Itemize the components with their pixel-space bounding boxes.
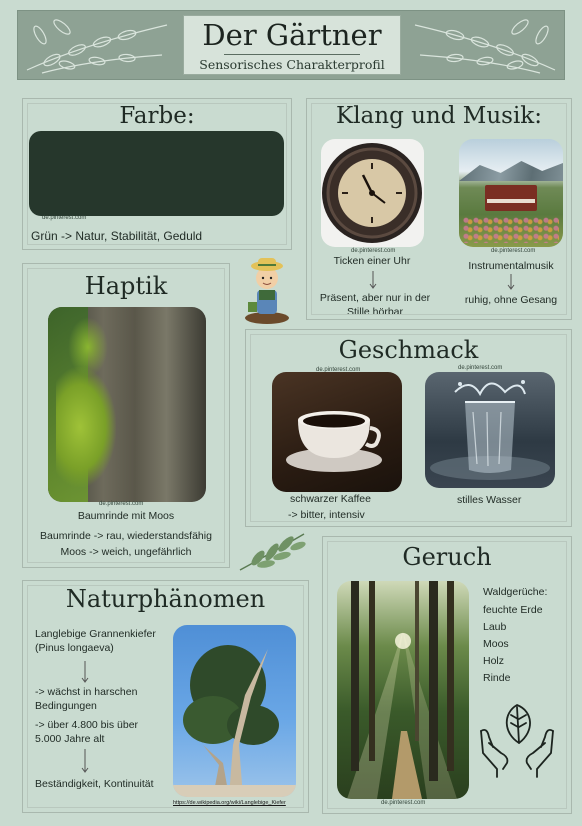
natur-summary: Beständigkeit, Kontinuität — [35, 778, 154, 790]
natur-title: Naturphänomen — [65, 585, 266, 613]
geschmack-title: Geschmack — [338, 336, 479, 364]
clock-image — [321, 139, 424, 247]
farbe-text: Grün -> Natur, Stabilität, Geduld — [31, 229, 203, 243]
haptik-panel — [22, 263, 230, 568]
hands-leaf-icon — [475, 697, 559, 779]
wiki-source-link[interactable]: https://de.wikipedia.org/wiki/Langlebige_Kiefer — [173, 800, 286, 806]
arrow-down-icon — [369, 271, 377, 289]
geschmack-panel — [245, 329, 572, 527]
farbe-panel — [22, 98, 292, 250]
smell-item: Holz — [483, 655, 505, 667]
coffee-image — [272, 372, 402, 492]
image-source: de.pinterest.com — [491, 248, 536, 254]
title-divider — [224, 54, 360, 55]
water-image — [425, 372, 555, 488]
music-note: ruhig, ohne Gesang — [464, 294, 558, 306]
header-band — [17, 10, 565, 80]
klang-panel — [306, 98, 572, 320]
coffee-caption: schwarzer Kaffee — [290, 493, 371, 505]
leaf-branch-icon — [410, 15, 560, 77]
fact-age: -> über 4.800 bis über 5.000 Jahre alt — [35, 719, 139, 745]
leaf-branch-icon — [236, 528, 308, 574]
haptik-line2: Moos -> weich, ungefährlich — [60, 546, 192, 558]
image-source: de.pinterest.com — [351, 248, 396, 254]
coffee-note: -> bitter, intensiv — [288, 509, 365, 521]
clock-note: Präsent, aber nur in der Stille hörbar — [319, 292, 431, 318]
farbe-title: Farbe: — [119, 103, 195, 129]
tree-name: Langlebige Grannenkiefer (Pinus longaeva) — [35, 628, 156, 654]
gardener-icon — [242, 250, 292, 326]
klang-title: Klang und Musik: — [336, 103, 542, 129]
smell-item: Rinde — [483, 672, 511, 684]
clock-caption: Ticken einer Uhr — [333, 255, 411, 267]
arrow-down-icon — [81, 749, 89, 773]
fact-conditions: -> wächst in harschen Bedingungen — [35, 686, 138, 712]
image-source: de.pinterest.com — [42, 215, 87, 221]
natur-panel — [22, 580, 309, 813]
forest-image — [337, 581, 469, 799]
image-source: de.pinterest.com — [99, 501, 144, 507]
title-box — [183, 15, 401, 75]
smell-heading: Waldgerüche: — [483, 586, 548, 598]
image-source: de.pinterest.com — [381, 800, 426, 806]
image-source: de.pinterest.com — [458, 365, 503, 371]
bark-image — [48, 307, 206, 502]
smell-item: feuchte Erde — [483, 604, 543, 616]
page-title: Der Gärtner — [202, 18, 382, 52]
image-source: de.pinterest.com — [316, 367, 361, 373]
music-caption: Instrumentalmusik — [468, 260, 554, 272]
music-image — [459, 139, 563, 247]
geruch-title: Geruch — [402, 543, 492, 571]
water-caption: stilles Wasser — [457, 494, 522, 506]
smell-item: Laub — [483, 621, 507, 633]
arrow-down-icon — [81, 661, 89, 683]
page-subtitle: Sensorisches Charakterprofil — [199, 57, 385, 72]
haptik-title: Haptik — [84, 272, 168, 300]
haptik-line1: Baumrinde -> rau, wiederstandsfähig — [40, 530, 212, 542]
smell-item: Moos — [483, 638, 509, 650]
color-swatch — [29, 131, 284, 216]
pine-image — [173, 625, 296, 797]
geruch-panel — [322, 536, 572, 814]
haptik-caption: Baumrinde mit Moos — [77, 510, 175, 522]
arrow-down-icon — [507, 274, 515, 290]
leaf-branch-icon — [22, 15, 172, 77]
